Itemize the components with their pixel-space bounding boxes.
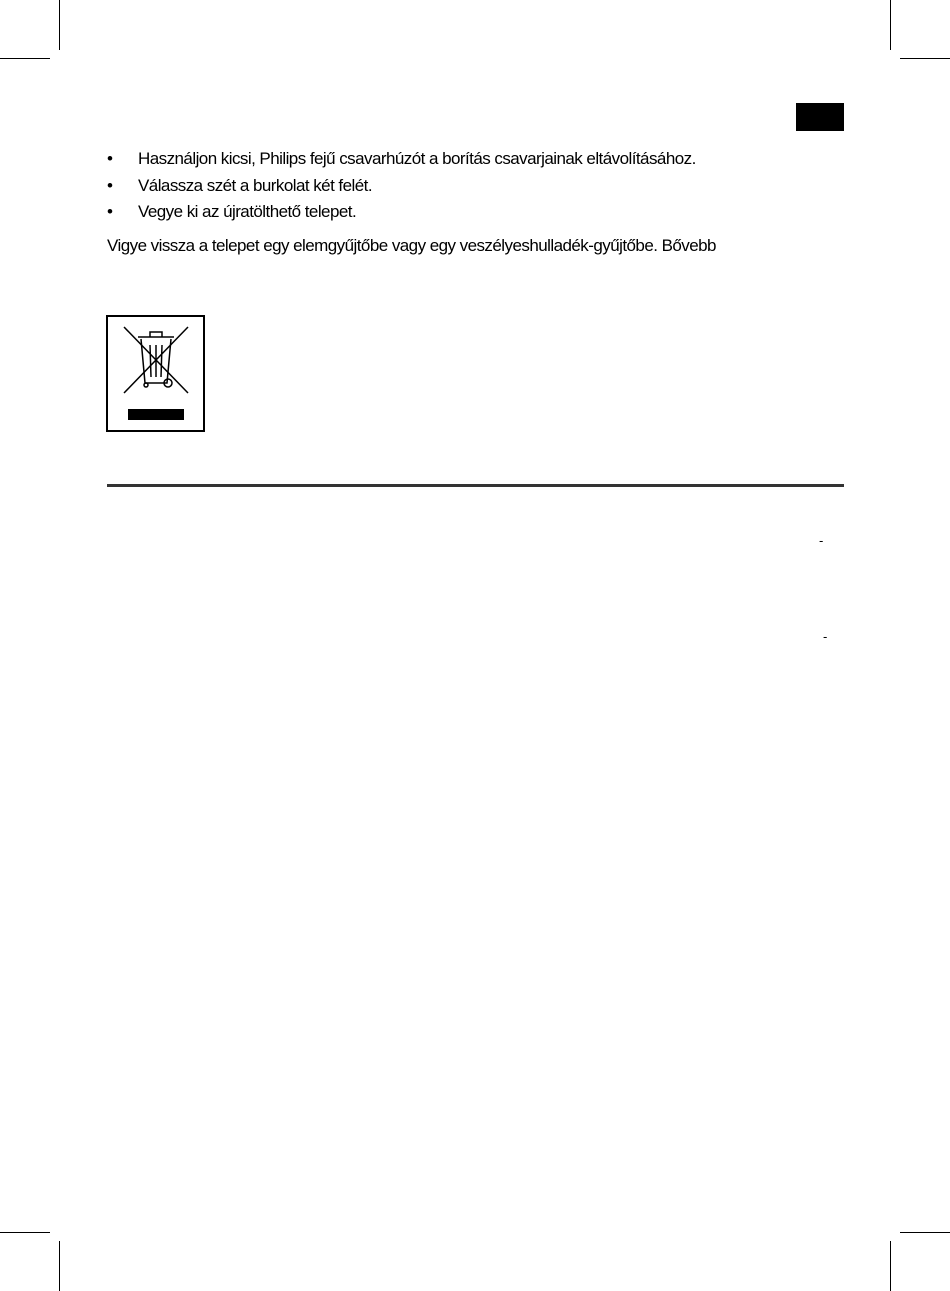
crop-mark-top-right-vertical	[890, 0, 891, 50]
instruction-list	[107, 146, 696, 226]
crop-mark-bottom-left-horizontal	[0, 1232, 50, 1233]
section-divider	[107, 484, 844, 487]
disposal-paragraph: Vigye vissza a telepet egy elemgyűjtőbe vagy egy veszélyeshulladék-gyűjtőbe. Bővebb	[107, 236, 716, 255]
crop-mark-bottom-right-vertical	[890, 1241, 891, 1291]
crop-mark-top-left-horizontal	[0, 58, 50, 59]
list-item	[107, 146, 696, 173]
bullet-icon: •	[107, 175, 113, 195]
list-item	[107, 173, 696, 200]
crop-mark-bottom-right-horizontal	[900, 1232, 950, 1233]
crop-mark-bottom-left-vertical	[59, 1241, 60, 1291]
language-tab-marker	[796, 103, 844, 131]
bullet-icon: •	[107, 202, 113, 221]
bullet-icon: •	[107, 149, 113, 168]
list-item	[107, 199, 696, 226]
crossed-out-wheelie-bin-icon	[106, 315, 205, 432]
list-item-text: Válassza szét a burkolat két felét.	[138, 175, 372, 195]
list-item-text: Használjon kicsi, Philips fejű csavarhúzót a borítás csavarjainak eltávolításához.	[138, 149, 696, 168]
hyphen-mark-1: -	[819, 533, 824, 548]
crop-mark-top-left-vertical	[59, 0, 60, 50]
list-item-text: Vegye ki az újratölthető telepet.	[138, 202, 357, 221]
crop-mark-top-right-horizontal	[900, 58, 950, 59]
hyphen-mark-2: -	[823, 629, 828, 644]
